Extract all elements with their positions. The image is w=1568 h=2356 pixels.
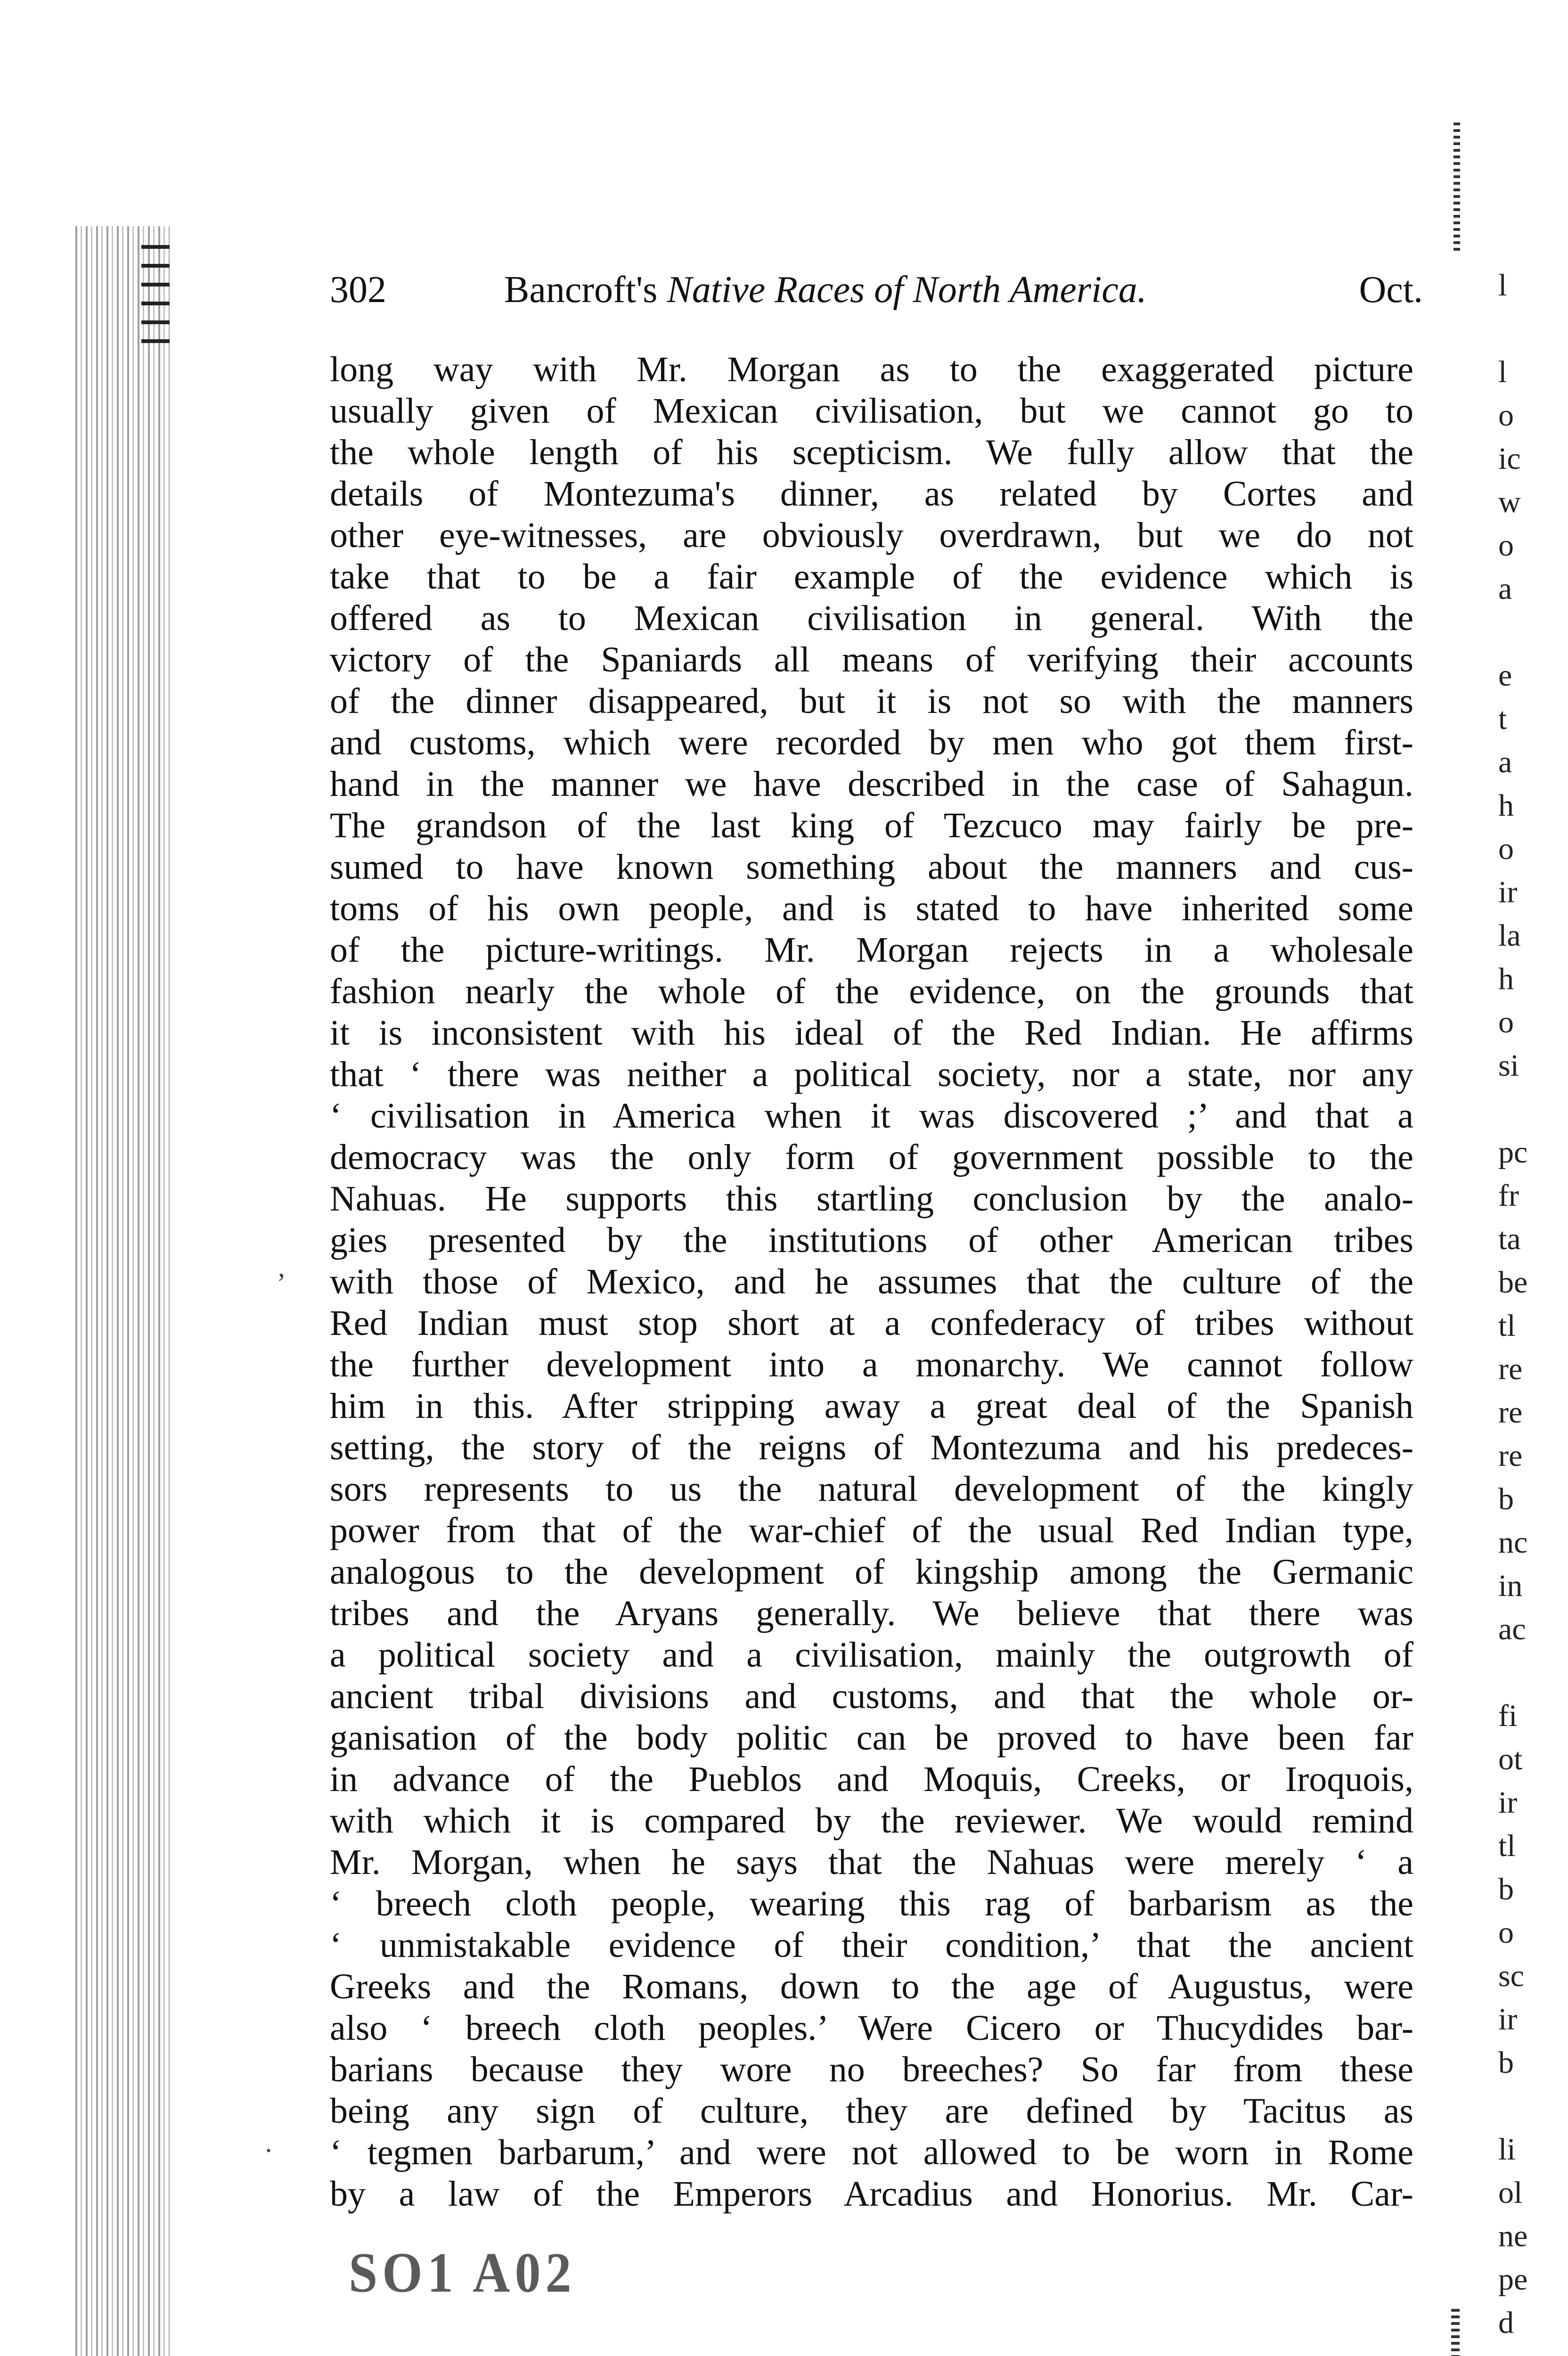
bleed-fragment: ir	[1498, 2002, 1518, 2037]
bleed-fragment: ac	[1498, 1612, 1526, 1646]
text-line: ‘ unmistakable evidence of their condition,’ that the ancient	[330, 1925, 1413, 1965]
bleed-fragment: pe	[1498, 2262, 1528, 2297]
text-line: ‘ civilisation in America when it was discovered ;’ and that a	[330, 1096, 1413, 1136]
bleed-fragment: t	[1498, 702, 1507, 736]
text-line: usually given of Mexican civilisation, but we cannot go to	[330, 391, 1413, 431]
facing-page-edge-mark-top	[1454, 123, 1460, 254]
text-line: tribes and the Aryans generally. We believe that there was	[330, 1594, 1413, 1633]
text-line: analogous to the development of kingship among the Germanic	[330, 1552, 1413, 1592]
text-line: power from that of the war-chief of the usual Red Indian type,	[330, 1511, 1413, 1550]
text-line: sors represents to us the natural development of the kingly	[330, 1469, 1413, 1509]
bleed-fragment: nc	[1498, 1525, 1528, 1560]
bleed-fragment: ic	[1498, 442, 1521, 476]
bleed-fragment: a	[1498, 745, 1512, 779]
text-line: the further development into a monarchy. We cannot follow	[330, 1345, 1413, 1384]
facing-page-edge-mark-bottom	[1451, 2309, 1460, 2356]
bleed-fragment: fr	[1498, 1178, 1519, 1213]
library-stamp: SO1 A02	[349, 2241, 576, 2305]
text-line: with which it is compared by the reviewer. We would remind	[330, 1801, 1413, 1841]
text-line: of the picture-writings. Mr. Morgan rejects in a wholesale	[330, 930, 1413, 970]
bleed-fragment: pc	[1498, 1135, 1528, 1170]
text-line: by a law of the Emperors Arcadius and Honorius. Mr. Car-	[330, 2174, 1413, 2214]
text-line: other eye-witnesses, are obviously overdrawn, but we do not	[330, 515, 1413, 555]
bleed-fragment: re	[1498, 1439, 1523, 1473]
running-header	[330, 264, 1423, 316]
text-line: Nahuas. He supports this startling conclusion by the analo-	[330, 1179, 1413, 1219]
bleed-fragment	[1498, 1651, 1564, 1694]
bleed-fragment: si	[1498, 1048, 1519, 1083]
text-line: a political society and a civilisation, mainly the outgrowth of	[330, 1635, 1413, 1675]
bleed-fragment	[1498, 2085, 1564, 2128]
binding-gutter-marks	[141, 245, 170, 349]
body-text	[330, 349, 1413, 2215]
text-line: setting, the story of the reigns of Montezuma and his predeces-	[330, 1428, 1413, 1467]
bleed-fragment: li	[1498, 2132, 1516, 2167]
text-line: ‘ tegmen barbarum,’ and were not allowed to be worn in Rome	[330, 2133, 1413, 2172]
bleed-fragment: h	[1498, 962, 1514, 996]
bleed-fragment: w	[1498, 485, 1521, 519]
text-line: The grandson of the last king of Tezcuco may fairly be pre-	[330, 806, 1413, 845]
text-line: sumed to have known something about the manners and cus-	[330, 847, 1413, 887]
bleed-fragment: b	[1498, 1872, 1514, 1906]
running-title-prefix: Bancroft's	[504, 269, 667, 311]
text-line: ancient tribal divisions and customs, and that the whole or-	[330, 1677, 1413, 1716]
text-line: being any sign of culture, they are defined by Tacitus as	[330, 2091, 1413, 2131]
text-line: democracy was the only form of government possible to the	[330, 1137, 1413, 1177]
text-line: Greeks and the Romans, down to the age of Augustus, were	[330, 1967, 1413, 2006]
text-line: Mr. Morgan, when he says that the Nahuas were merely ‘ a	[330, 1842, 1413, 1882]
bleed-fragment: sc	[1498, 1959, 1524, 1993]
text-line: details of Montezuma's dinner, as related by Cortes and	[330, 474, 1413, 514]
bleed-fragment: la	[1498, 918, 1521, 953]
text-line: in advance of the Pueblos and Moquis, Creeks, or Iroquois,	[330, 1759, 1413, 1799]
text-line: long way with Mr. Morgan as to the exaggerated picture	[330, 350, 1413, 389]
text-line: take that to be a fair example of the evidence which is	[330, 557, 1413, 597]
facing-page-bleed	[1498, 264, 1564, 2356]
bleed-fragment: re	[1498, 1352, 1523, 1386]
text-line: and customs, which were recorded by men who got them first-	[330, 723, 1413, 762]
bleed-fragment: o	[1498, 1915, 1514, 1950]
bleed-fragment: e	[1498, 658, 1512, 693]
bleed-fragment: ne	[1498, 2219, 1528, 2253]
bleed-fragment	[1498, 1088, 1564, 1131]
text-line: offered as to Mexican civilisation in general. With the	[330, 598, 1413, 638]
bleed-fragment: l	[1498, 268, 1507, 303]
text-line: ganisation of the body politic can be proved to have been far	[330, 1718, 1413, 1758]
bleed-fragment: tl	[1498, 1829, 1516, 1863]
bleed-fragment: tl	[1498, 1309, 1516, 1343]
text-line: the whole length of his scepticism. We fully allow that the	[330, 433, 1413, 472]
bleed-fragment: l	[1498, 355, 1507, 389]
bleed-fragment: o	[1498, 528, 1514, 563]
text-line: fashion nearly the whole of the evidence, on the grounds that	[330, 972, 1413, 1011]
text-line: Red Indian must stop short at a confederacy of tribes without	[330, 1303, 1413, 1343]
bleed-fragment: ir	[1498, 875, 1518, 909]
bleed-fragment	[1498, 611, 1564, 654]
text-line: that ‘ there was neither a political society, nor a state, nor any	[330, 1055, 1413, 1094]
binding-gutter-shadow	[75, 226, 170, 2356]
text-line: of the dinner disappeared, but it is not so with the manners	[330, 681, 1413, 721]
bleed-fragment: d	[1498, 2306, 1514, 2340]
running-title	[504, 264, 1147, 316]
page-number: 302	[330, 269, 386, 311]
text-line: it is inconsistent with his ideal of the Red Indian. He affirms	[330, 1013, 1413, 1053]
bleed-fragment: b	[1498, 1482, 1514, 1516]
running-title-italic: Native Races of North America.	[667, 269, 1147, 311]
bleed-fragment: be	[1498, 1265, 1528, 1300]
text-line: ‘ breech cloth people, wearing this rag of barbarism as the	[330, 1884, 1413, 1923]
bleed-fragment: ta	[1498, 1222, 1521, 1256]
bleed-fragment: ot	[1498, 1742, 1523, 1776]
bleed-fragment: a	[1498, 572, 1512, 606]
bleed-fragment: o	[1498, 398, 1514, 433]
bleed-fragment: o	[1498, 1005, 1514, 1039]
bleed-fragment: re	[1498, 1395, 1523, 1430]
bleed-fragment: b	[1498, 2045, 1514, 2080]
text-line: with those of Mexico, and he assumes that the culture of the	[330, 1262, 1413, 1301]
bleed-fragment: in	[1498, 1569, 1523, 1603]
margin-tick: ,	[278, 1252, 285, 1283]
bleed-fragment: fi	[1498, 1699, 1518, 1733]
text-line: victory of the Spaniards all means of verifying their accounts	[330, 640, 1413, 679]
text-line: hand in the manner we have described in the case of Sahagun.	[330, 764, 1413, 804]
bleed-fragment: h	[1498, 788, 1514, 823]
margin-dot: ·	[264, 2135, 273, 2166]
bleed-fragment: ir	[1498, 1785, 1518, 1820]
text-line: toms of his own people, and is stated to have inherited some	[330, 889, 1413, 928]
text-line: him in this. After stripping away a great deal of the Spanish	[330, 1386, 1413, 1426]
text-line: also ‘ breech cloth peoples.’ Were Cicero or Thucydides bar-	[330, 2008, 1413, 2048]
text-line: barians because they wore no breeches? So far from these	[330, 2050, 1413, 2089]
bleed-fragment: ol	[1498, 2176, 1523, 2210]
text-line: gies presented by the institutions of other American tribes	[330, 1220, 1413, 1260]
bleed-fragment	[1498, 307, 1564, 351]
bleed-fragment: o	[1498, 832, 1514, 866]
running-month: Oct.	[1359, 269, 1423, 311]
